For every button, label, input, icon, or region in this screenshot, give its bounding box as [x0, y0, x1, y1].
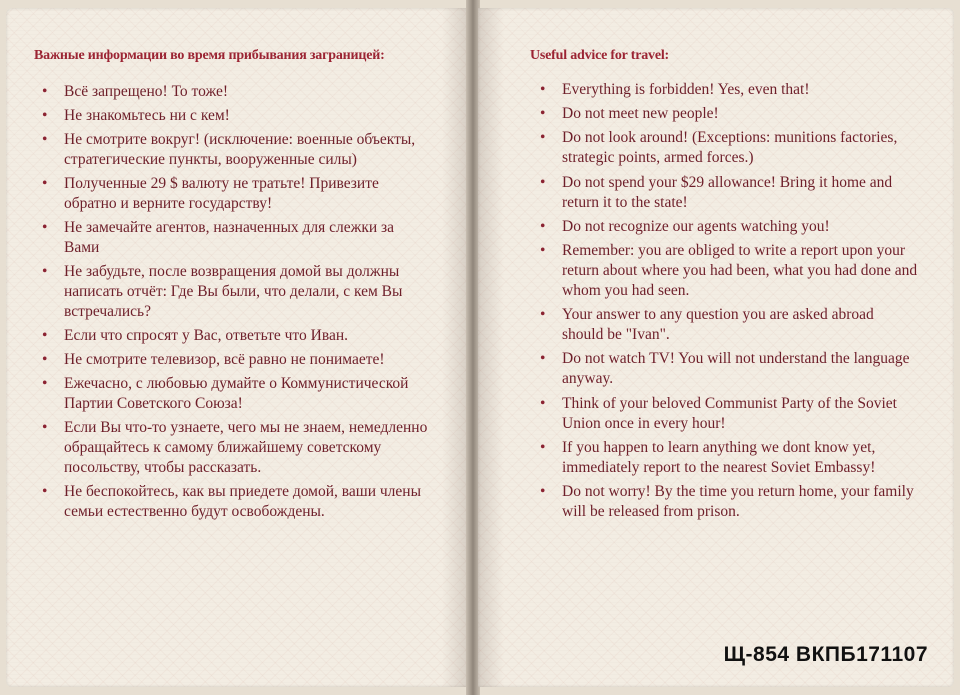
- bullet-icon: •: [42, 263, 48, 280]
- bullet-icon: •: [42, 351, 48, 368]
- list-item: • Не знакомьтесь ни с кем!: [42, 107, 230, 124]
- bullet-icon: •: [42, 375, 48, 392]
- list-item: • Ежечасно, с любовью думайте о Коммунистической Партии Советского Союза!: [42, 375, 409, 412]
- list-item: • Всё запрещено! То тоже!: [42, 83, 228, 100]
- list-item: • Не забудьте, после возвращения домой вы должны написать отчёт: Где Вы были, что делали, с кем Вы встречались?: [42, 263, 403, 320]
- right-advice-list: [538, 80, 918, 526]
- list-item: • Do not recognize our agents watching you!: [540, 217, 830, 235]
- list-item: • Remember: you are obliged to write a report upon your return about where you had been, what you had done and whom you had seen.: [540, 241, 918, 299]
- list-item: • Your answer to any question you are asked abroad should be "Ivan".: [540, 306, 874, 344]
- list-item: • Do not watch TV! You will not understand the language anyway.: [540, 350, 910, 388]
- list-item: • Не замечайте агентов, назначенных для слежки за Вами: [42, 219, 395, 256]
- bullet-icon: •: [540, 482, 546, 500]
- bullet-icon: •: [540, 241, 546, 259]
- right-page-gutter-shadow: [478, 8, 504, 687]
- list-item: • Не смотрите телевизор, всё равно не понимаете!: [42, 351, 385, 368]
- bullet-icon: •: [42, 131, 48, 148]
- list-item: • If you happen to learn anything we dont know yet, immediately report to the nearest Soviet Embassy!: [540, 438, 876, 476]
- list-item: • Think of your beloved Communist Party of the Soviet Union once in every hour!: [540, 394, 897, 432]
- bullet-icon: •: [540, 105, 546, 123]
- bullet-icon: •: [42, 419, 48, 436]
- bullet-icon: •: [540, 350, 546, 368]
- serial-number: Щ-854 ВКПБ171107: [723, 643, 928, 666]
- left-page: [6, 8, 468, 687]
- bullet-icon: •: [42, 107, 48, 124]
- bullet-icon: •: [540, 129, 546, 147]
- bullet-icon: •: [540, 394, 546, 412]
- list-item: • Do not meet new people!: [540, 105, 719, 123]
- list-item: • Если Вы что-то узнаете, чего мы не знаем, немедленно обращайтесь к самому ближайшему советскому посольству, чтобы рассказать.: [42, 419, 428, 476]
- bullet-icon: •: [42, 483, 48, 500]
- left-page-heading: Важные информации во время прибывания заграницей:: [34, 48, 385, 63]
- bullet-icon: •: [42, 219, 48, 236]
- list-item: • Полученные 29 $ валюту не тратьте! Привезите обратно и верните государству!: [42, 175, 379, 212]
- list-item: • Do not look around! (Exceptions: munitions factories, strategic points, armed forces.): [540, 129, 898, 167]
- bullet-icon: •: [42, 83, 48, 100]
- bullet-icon: •: [540, 438, 546, 456]
- bullet-icon: •: [540, 217, 546, 235]
- bullet-icon: •: [540, 306, 546, 324]
- list-item: • Everything is forbidden! Yes, even that!: [540, 81, 810, 98]
- right-page-heading: Useful advice for travel:: [530, 48, 669, 63]
- list-item: • Не смотрите вокруг! (исключение: военные объекты, стратегические пункты, вооруженные силы): [42, 131, 416, 168]
- bullet-icon: •: [42, 327, 48, 344]
- left-page-gutter-shadow: [442, 8, 468, 687]
- list-item: • Do not spend your $29 allowance! Bring it home and return it to the state!: [540, 173, 893, 211]
- bullet-icon: •: [540, 81, 546, 98]
- bullet-icon: •: [540, 173, 546, 191]
- left-advice-list: [40, 82, 432, 526]
- list-item: • Do not worry! By the time you return home, your family will be released from prison.: [540, 482, 914, 520]
- bullet-icon: •: [42, 175, 48, 192]
- list-item: • Не беспокойтесь, как вы приедете домой, ваши члены семьи естественно будут освобождены.: [42, 483, 422, 520]
- right-page: [478, 8, 954, 687]
- list-item: • Если что спросят у Вас, ответьте что Иван.: [42, 327, 348, 344]
